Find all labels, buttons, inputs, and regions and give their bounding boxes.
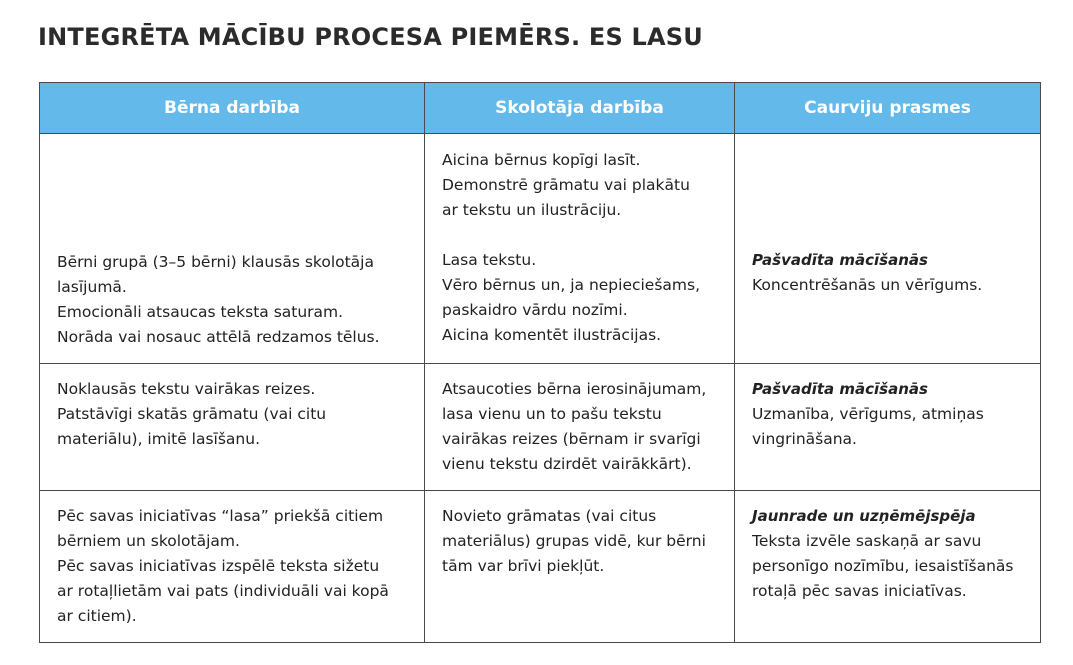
teacher-activity-cell	[425, 364, 735, 491]
cell-text-line: paskaidro vārdu nozīmi.	[442, 301, 628, 319]
column-header-transversal-skills: Caurviju prasmes	[735, 83, 1041, 134]
skill-category: Pašvadīta mācīšanās	[752, 380, 928, 398]
table-row	[40, 364, 1041, 491]
table-header-row	[40, 83, 1041, 134]
cell-text-line: Pēc savas iniciatīvas “lasa” priekšā citiem	[57, 507, 384, 525]
cell-text-line: vairākas reizes (bērnam ir svarīgi	[442, 430, 701, 448]
cell-text-line: vingrināšana.	[752, 430, 857, 448]
cell-text-line: ar tekstu un ilustrāciju.	[442, 201, 622, 219]
cell-text-line: Demonstrē grāmatu vai plakātu	[442, 176, 690, 194]
cell-text-line: Patstāvīgi skatās grāmatu (vai citu	[57, 405, 327, 423]
cell-text-line: tām var brīvi piekļūt.	[442, 557, 605, 575]
cell-text-line: Pēc savas iniciatīvas izspēlē teksta sižetu	[57, 557, 380, 575]
cell-text-line: Norāda vai nosauc attēlā redzamos tēlus.	[57, 328, 380, 346]
child-activity-cell	[40, 491, 425, 643]
spacer	[442, 223, 722, 248]
cell-text-line: materiālu), imitē lasīšanu.	[57, 430, 261, 448]
page-title: INTEGRĒTA MĀCĪBU PROCESA PIEMĒRS. ES LASU	[38, 23, 703, 51]
cell-text-line: Teksta izvēle saskaņā ar savu	[752, 532, 982, 550]
column-header-teacher-activity: Skolotāja darbība	[425, 83, 735, 134]
activity-table	[39, 82, 1041, 643]
child-activity-cell	[40, 134, 425, 364]
table-row	[40, 491, 1041, 643]
column-header-child-activity: Bērna darbība	[40, 83, 425, 134]
cell-text-line: vienu tekstu dzirdēt vairākkārt).	[442, 455, 692, 473]
cell-text-line: Uzmanība, vērīgums, atmiņas	[752, 405, 984, 423]
cell-text-line: personīgo nozīmību, iesaistīšanās	[752, 557, 1014, 575]
table-row	[40, 134, 1041, 364]
cell-text-line: Bērni grupā (3–5 bērni) klausās skolotāja	[57, 253, 374, 271]
cell-text-line: ar rotaļlietām vai pats (individuāli vai kopā	[57, 582, 389, 600]
cell-text-line: Koncentrēšanās un vērīgums.	[752, 276, 983, 294]
skills-cell	[735, 134, 1041, 364]
skill-category: Jaunrade un uzņēmējspēja	[752, 507, 976, 525]
cell-text-line: Noklausās tekstu vairākas reizes.	[57, 380, 316, 398]
cell-text-line: ar citiem).	[57, 607, 137, 625]
cell-text-line: Aicina komentēt ilustrācijas.	[442, 326, 662, 344]
cell-text-line: materiālus) grupas vidē, kur bērni	[442, 532, 706, 550]
cell-text-line: bērniem un skolotājam.	[57, 532, 240, 550]
child-activity-cell	[40, 364, 425, 491]
cell-text-line: Emocionāli atsaucas teksta saturam.	[57, 303, 344, 321]
cell-text-line: lasījumā.	[57, 278, 127, 296]
cell-text-line: Aicina bērnus kopīgi lasīt.	[442, 151, 641, 169]
teacher-activity-cell	[425, 134, 735, 364]
skills-cell	[735, 364, 1041, 491]
cell-text-line: Vēro bērnus un, ja nepieciešams,	[442, 276, 701, 294]
cell-text-line: Novieto grāmatas (vai citus	[442, 507, 657, 525]
cell-text-line: Lasa tekstu.	[442, 251, 537, 269]
cell-text-line: Atsaucoties bērna ierosinājumam,	[442, 380, 707, 398]
teacher-activity-cell	[425, 491, 735, 643]
skills-cell	[735, 491, 1041, 643]
cell-text-line: rotaļā pēc savas iniciatīvas.	[752, 582, 967, 600]
cell-text-line: lasa vienu un to pašu tekstu	[442, 405, 662, 423]
skill-category: Pašvadīta mācīšanās	[752, 251, 928, 269]
